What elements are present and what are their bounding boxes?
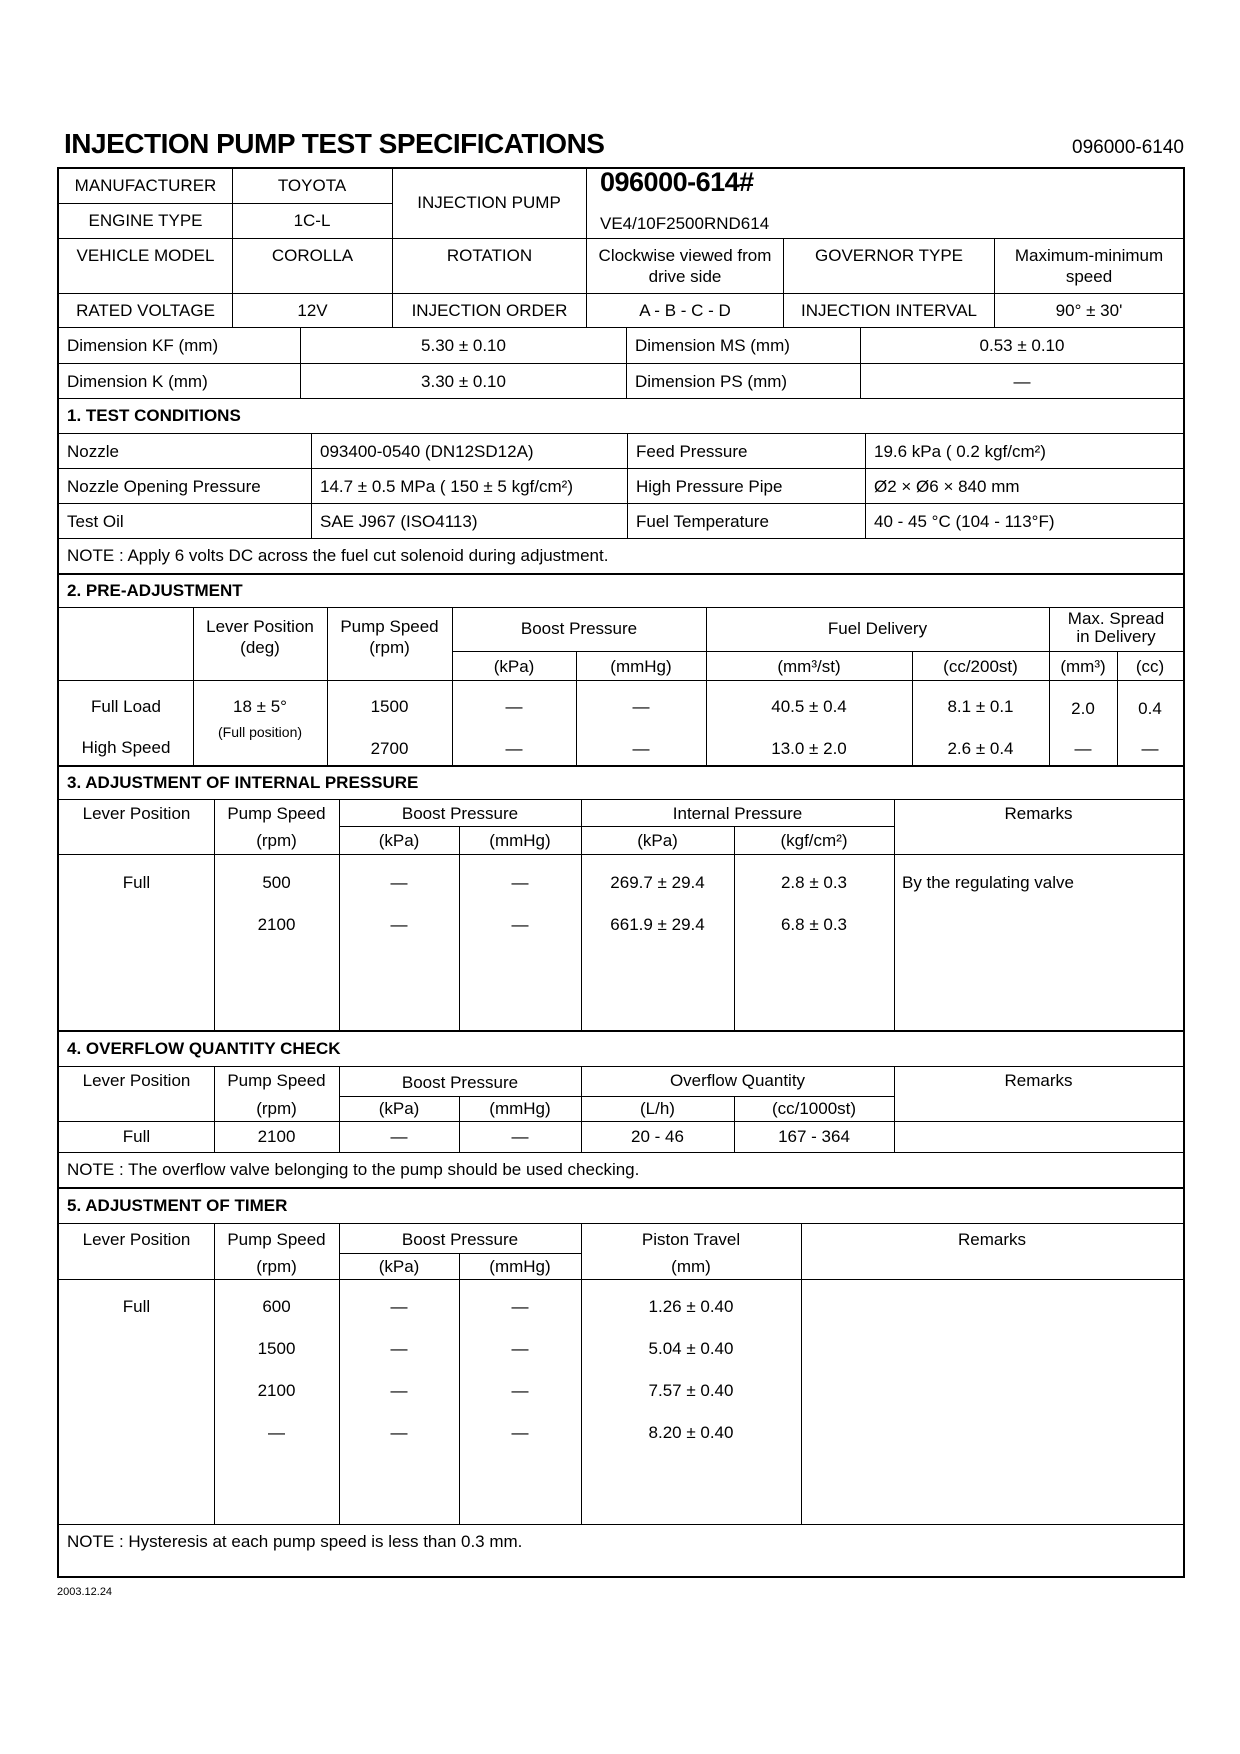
vehicle-model-label: VEHICLE MODEL [76,246,215,265]
nozzle-value: 093400-0540 (DN12SD12A) [311,434,627,468]
internal-pressure-table [59,800,1183,1032]
full-load-label: Full Load [91,697,161,716]
high-speed-speed: 2700 [370,739,409,758]
timer-heading: 5. ADJUSTMENT OF TIMER [67,1196,288,1215]
nozzle-row [59,434,1183,469]
injection-interval-value: 90° ± 30' [994,294,1183,327]
overflow-table [59,1067,1183,1153]
high-speed-delivery-cc200: 2.6 ± 0.4 [947,739,1014,758]
dimension-kf-value: 5.30 ± 0.10 [300,328,626,363]
test-oil-label: Test Oil [67,511,124,531]
tm-boost-kpa-unit: (kPa) [378,1257,420,1276]
test-conditions-note: NOTE : Apply 6 volts DC across the fuel cut solenoid during adjustment. [67,546,609,565]
tm-row4-kpa: — [390,1423,408,1442]
ip-boost-mmhg-unit: (mmHg) [489,831,551,850]
document-date: 2003.12.24 [57,1586,113,1598]
dimension-ms-value: 0.53 ± 0.10 [860,328,1183,363]
timer-heading-row [59,1189,1183,1224]
high-speed-spread-cc: — [1141,739,1159,758]
ip-pump-speed-header: Pump Speed [227,804,326,823]
dimension-kf-label: Dimension KF (mm) [67,336,219,355]
tm-lever-value: Full [122,1297,151,1316]
dimension-ps-label: Dimension PS (mm) [626,364,860,398]
of-kpa-value: — [390,1127,408,1146]
internal-pressure-header: Internal Pressure [672,804,803,823]
tm-pump-speed-header: Pump Speed [227,1230,326,1249]
tm-row2-speed: 1500 [257,1339,296,1358]
tm-rpm-unit: (rpm) [256,1257,297,1276]
tm-row4-travel: 8.20 ± 0.40 [648,1423,734,1442]
timer-note-row [59,1525,1183,1576]
tm-boost-mmhg-unit: (mmHg) [489,1257,551,1276]
piston-travel-header: Piston Travel [641,1230,741,1249]
of-lever-value: Full [122,1127,151,1146]
ip-lever-value: Full [122,873,151,892]
pre-pump-speed-unit: (rpm) [369,638,410,657]
of-rpm-unit: (rpm) [256,1099,297,1118]
full-load-boost-mmhg: — [632,697,650,716]
governor-type-label: GOVERNOR TYPE [783,239,994,293]
overflow-heading-row [59,1032,1183,1067]
nozzle-label: Nozzle [67,441,119,461]
full-load-lever: 18 ± 5° [233,697,287,716]
ip-kgf-unit: (kgf/cm²) [780,831,848,850]
full-load-spread-cc: 0.4 [1138,699,1162,718]
overflow-note: NOTE : The overflow valve belonging to the pump should be used checking. [67,1160,640,1179]
ip-row1-kpa: — [390,873,408,892]
tm-row2-travel: 5.04 ± 0.40 [648,1339,734,1358]
of-boost-mmhg-unit: (mmHg) [489,1099,551,1118]
high-speed-boost-mmhg: — [632,739,650,758]
dimension-k-value: 3.30 ± 0.10 [300,364,626,398]
pump-code: VE4/10F2500RND614 [600,214,770,233]
high-speed-boost-kpa: — [505,739,523,758]
high-speed-spread-mm3: — [1074,739,1092,758]
injection-order-value: A - B - C - D [586,294,783,327]
dimension-kf-row [59,328,1183,364]
nozzle-opening-row [59,469,1183,504]
engine-type-value: 1C-L [293,211,331,230]
tm-row1-kpa: — [390,1297,408,1316]
tm-row4-speed: — [268,1423,285,1442]
of-lever-position-header: Lever Position [82,1071,191,1090]
dimension-k-label: Dimension K (mm) [67,371,208,391]
tm-row1-mmhg: — [511,1297,529,1316]
ip-row2-mmhg: — [511,915,529,934]
ip-row2-kpa: — [390,915,408,934]
fuel-temperature-label: Fuel Temperature [627,504,865,538]
ip-row1-remark: By the regulating valve [902,873,1074,892]
fuel-delivery-cc200st-unit: (cc/200st) [943,657,1018,676]
pre-lever-position-header: Lever Position [206,617,314,636]
feed-pressure-label: Feed Pressure [627,434,865,468]
overflow-quantity-header: Overflow Quantity [669,1071,806,1090]
pre-boost-mmhg-unit: (mmHg) [610,657,672,676]
pre-boost-kpa-unit: (kPa) [493,657,535,676]
nozzle-opening-pressure-value: 14.7 ± 0.5 MPa ( 150 ± 5 kgf/cm²) [311,469,627,503]
vehicle-row [59,239,1183,294]
fuel-delivery-mm3st-unit: (mm³/st) [777,657,841,676]
rotation-label: ROTATION [392,239,586,293]
timer-note: NOTE : Hysteresis at each pump speed is less than 0.3 mm. [67,1532,523,1551]
overflow-heading: 4. OVERFLOW QUANTITY CHECK [67,1039,341,1058]
tm-lever-position-header: Lever Position [82,1230,191,1249]
pump-number: 096000-614# [600,167,754,197]
of-boost-pressure-header: Boost Pressure [401,1073,519,1092]
vehicle-model-value: COROLLA [232,239,392,293]
pre-adjustment-heading: 2. PRE-ADJUSTMENT [67,581,243,600]
tm-row2-mmhg: — [511,1339,529,1358]
tm-remarks-header: Remarks [957,1230,1026,1249]
ip-row1-internal-kgf: 2.8 ± 0.3 [780,873,848,892]
page-title: INJECTION PUMP TEST SPECIFICATIONS [64,128,605,159]
pre-adjustment-heading-row [59,575,1183,608]
high-speed-delivery-mm3st: 13.0 ± 2.0 [771,739,847,758]
ip-lever-position-header: Lever Position [82,804,191,823]
ip-row1-internal-kpa: 269.7 ± 29.4 [610,873,705,892]
max-spread-cc-unit: (cc) [1135,657,1165,676]
manufacturer-label: MANUFACTURER [74,176,217,195]
high-speed-label: High Speed [81,738,171,757]
rated-voltage-value: 12V [232,294,392,327]
of-cc1000-unit: (cc/1000st) [771,1099,857,1118]
ip-row2-internal-kpa: 661.9 ± 29.4 [610,915,705,934]
max-spread-header: Max. Spread [1067,609,1165,628]
of-lh-value: 20 - 46 [631,1127,684,1146]
tm-row1-travel: 1.26 ± 0.40 [648,1297,734,1316]
ip-remarks-header: Remarks [1004,804,1073,823]
tm-row4-mmhg: — [511,1423,529,1442]
of-pump-speed-header: Pump Speed [227,1071,326,1090]
tm-row3-travel: 7.57 ± 0.40 [648,1381,734,1400]
nozzle-opening-pressure-label: Nozzle Opening Pressure [67,476,261,496]
of-boost-kpa-unit: (kPa) [378,1099,420,1118]
ip-row2-internal-kgf: 6.8 ± 0.3 [780,915,848,934]
manufacturer-value: TOYOTA [277,176,347,195]
pre-boost-pressure-header: Boost Pressure [520,619,638,638]
dimension-ps-value: — [860,364,1183,398]
of-speed-value: 2100 [257,1127,296,1146]
pre-adjustment-table [59,608,1183,767]
tm-row3-kpa: — [390,1381,408,1400]
ip-boost-pressure-header: Boost Pressure [401,804,519,823]
fuel-delivery-header: Fuel Delivery [827,619,928,638]
tm-row2-kpa: — [390,1339,408,1358]
full-position-note: (Full position) [217,724,303,740]
document-number: 096000-6140 [1072,137,1184,158]
pre-pump-speed-header: Pump Speed [340,617,439,636]
overflow-note-row [59,1153,1183,1189]
high-pressure-pipe-label: High Pressure Pipe [627,469,865,503]
full-load-spread-mm3: 2.0 [1071,699,1095,718]
engine-type-label: ENGINE TYPE [88,211,203,230]
fuel-temperature-value: 40 - 45 °C (104 - 113°F) [865,504,1183,538]
governor-type-value: Maximum-minimum speed [994,239,1183,293]
tm-row3-mmhg: — [511,1381,529,1400]
feed-pressure-value: 19.6 kPa ( 0.2 kgf/cm²) [865,434,1183,468]
ip-row1-speed: 500 [262,873,291,892]
test-oil-row [59,504,1183,539]
of-mmhg-value: — [511,1127,529,1146]
dimension-k-row [59,364,1183,399]
ip-rpm-unit: (rpm) [256,831,297,850]
rotation-value: Clockwise viewed from drive side [586,239,783,293]
test-conditions-note-row [59,539,1183,575]
injection-interval-label: INJECTION INTERVAL [783,294,994,327]
internal-pressure-heading-row [59,767,1183,800]
ip-kpa-unit: (kPa) [637,831,678,850]
ip-boost-kpa-unit: (kPa) [378,831,420,850]
max-spread-mm3-unit: (mm³) [1060,657,1106,676]
full-load-delivery-cc200: 8.1 ± 0.1 [947,697,1014,716]
test-conditions-heading: 1. TEST CONDITIONS [67,406,241,425]
ip-row2-speed: 2100 [257,915,296,934]
injection-order-label: INJECTION ORDER [392,294,586,327]
full-load-boost-kpa: — [505,697,523,716]
full-load-delivery-mm3st: 40.5 ± 0.4 [771,697,847,716]
of-lh-unit: (L/h) [640,1099,675,1118]
of-remarks-header: Remarks [1004,1071,1073,1090]
pre-lever-unit: (deg) [240,638,280,657]
internal-pressure-heading: 3. ADJUSTMENT OF INTERNAL PRESSURE [67,773,419,792]
piston-travel-unit: (mm) [671,1257,711,1276]
tm-boost-pressure-header: Boost Pressure [401,1230,519,1249]
ip-row1-mmhg: — [511,873,529,892]
tm-row3-speed: 2100 [257,1381,296,1400]
test-conditions-heading-row [59,399,1183,434]
voltage-row [59,294,1183,328]
dimension-ms-label: Dimension MS (mm) [626,328,860,363]
injection-pump-label: INJECTION PUMP [417,193,561,212]
pump-header-row [59,169,1183,239]
rated-voltage-label: RATED VOLTAGE [76,301,215,320]
spec-sheet [57,167,1185,1578]
test-oil-value: SAE J967 (ISO4113) [311,504,627,538]
of-cc1000-value: 167 - 364 [778,1127,850,1146]
high-pressure-pipe-value: Ø2 × Ø6 × 840 mm [865,469,1183,503]
in-delivery-header: in Delivery [1076,627,1156,646]
timer-table [59,1224,1183,1525]
full-load-speed: 1500 [370,697,409,716]
tm-row1-speed: 600 [262,1297,291,1316]
